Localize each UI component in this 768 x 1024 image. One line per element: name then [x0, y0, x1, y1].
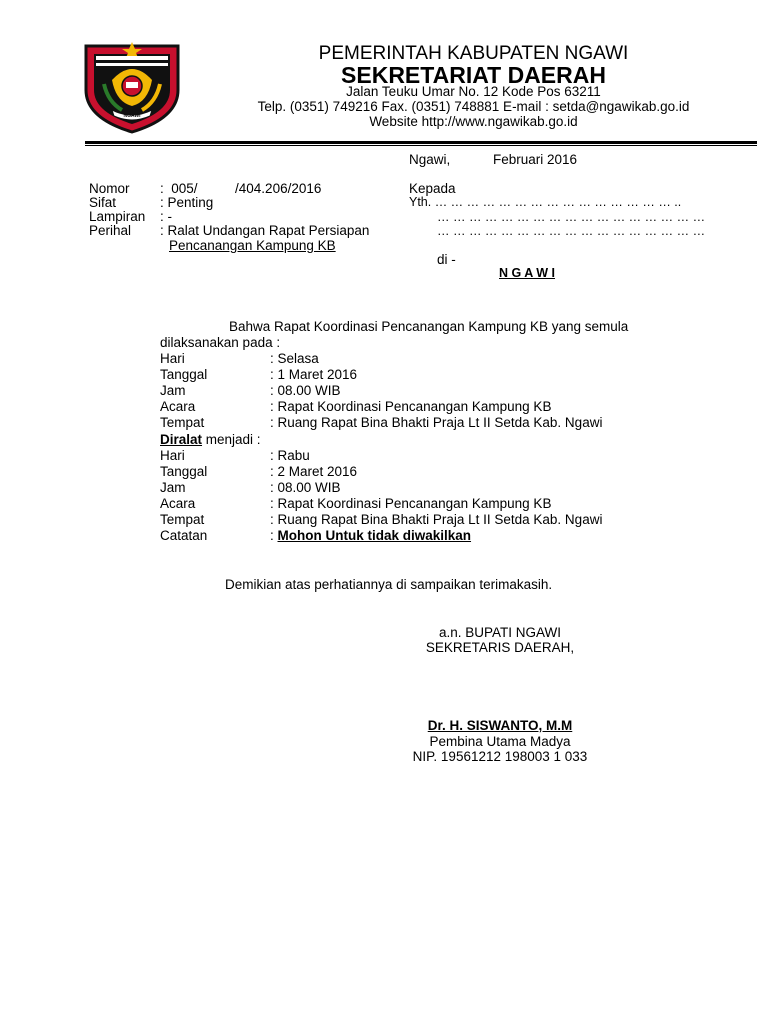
recipient-di: di -	[437, 252, 456, 267]
lampiran-label: Lampiran	[89, 209, 146, 224]
lampiran-value: : -	[160, 209, 172, 224]
schedule-before-row-label: Acara	[160, 399, 196, 414]
letterhead-contact: Telp. (0351) 749216 Fax. (0351) 748881 E-mail : setda@ngawikab.go.id	[257, 99, 690, 114]
letterhead-website: Website http://www.ngawikab.go.id	[369, 114, 578, 129]
schedule-before-row-label: Tanggal	[160, 367, 208, 382]
recipient-dots-line2: … … … … … … … … … … … … … … … … …	[437, 210, 706, 224]
schedule-after-row-value: : Ruang Rapat Bina Bhakti Praja Lt II Setda Kab. Ngawi	[270, 512, 603, 527]
signature-rank: Pembina Utama Madya	[429, 734, 571, 749]
letterhead-address: Jalan Teuku Umar No. 12 Kode Pos 63211	[346, 84, 601, 99]
schedule-after-row-label: Hari	[160, 448, 185, 463]
body-intro-line2: dilaksanakan pada :	[160, 335, 281, 350]
signature-title: SEKRETARIS DAERAH,	[425, 640, 575, 655]
catatan-colon: :	[270, 528, 278, 543]
signature-name: Dr. H. SISWANTO, M.M	[427, 718, 573, 733]
schedule-after-row-label: Acara	[160, 496, 196, 511]
schedule-after-row-value: : 2 Maret 2016	[270, 464, 358, 479]
recipient-yth: Yth. … … … … … … … … … … … … … … … ..	[409, 195, 682, 209]
schedule-after-row-label: Tanggal	[160, 464, 208, 479]
sifat-value: : Penting	[160, 195, 214, 210]
diralat-line	[160, 432, 261, 447]
schedule-after-row-value: : Rapat Koordinasi Pencanangan Kampung KB	[270, 496, 552, 511]
diralat-word: Diralat	[160, 432, 203, 447]
schedule-before-row-value: : 08.00 WIB	[270, 383, 341, 398]
menjadi-text: menjadi :	[202, 432, 261, 447]
catatan-value: Mohon Untuk tidak diwakilkan	[277, 528, 472, 543]
letterhead-rule-thick	[85, 141, 757, 144]
letterhead-government: PEMERINTAH KABUPATEN NGAWI	[318, 43, 629, 64]
perihal-value-line1: : Ralat Undangan Rapat Persiapan	[160, 223, 370, 238]
schedule-before-row-label: Jam	[160, 383, 186, 398]
nomor-label: Nomor	[89, 181, 130, 196]
schedule-before-row-value: : 1 Maret 2016	[270, 367, 358, 382]
schedule-before-row-label: Hari	[160, 351, 185, 366]
recipient-kepada: Kepada	[409, 181, 456, 196]
letterhead-office: SEKRETARIAT DAERAH	[341, 62, 606, 88]
sifat-label: Sifat	[89, 195, 117, 210]
ngawi-regency-emblem	[82, 40, 182, 135]
nomor-value: : 005/ /404.206/2016	[160, 181, 322, 196]
schedule-before-row-value: : Ruang Rapat Bina Bhakti Praja Lt II Setda Kab. Ngawi	[270, 415, 603, 430]
signature-nip: NIP. 19561212 198003 1 033	[412, 749, 588, 764]
body-intro-line1: Bahwa Rapat Koordinasi Pencanangan Kampung KB yang semula	[229, 319, 629, 334]
perihal-label: Perihal	[89, 223, 132, 238]
date-month-year: Februari 2016	[493, 152, 578, 167]
recipient-dots-line3: … … … … … … … … … … … … … … … … …	[437, 224, 706, 238]
signature-an: a.n. BUPATI NGAWI	[438, 625, 562, 640]
date-place: Ngawi,	[409, 152, 451, 167]
schedule-before-row-value: : Rapat Koordinasi Pencanangan Kampung KB	[270, 399, 552, 414]
schedule-before-row-label: Tempat	[160, 415, 205, 430]
schedule-after-row-value: : Rabu	[270, 448, 310, 463]
recipient-city: N G A W I	[499, 266, 556, 280]
letterhead-rule-thin	[85, 145, 757, 146]
schedule-after-row-label: Tempat	[160, 512, 205, 527]
catatan-label: Catatan	[160, 528, 208, 543]
svg-text:NGAWI: NGAWI	[123, 113, 141, 119]
closing-sentence: Demikian atas perhatiannya di sampaikan terimakasih.	[225, 577, 553, 592]
schedule-before-row-value: : Selasa	[270, 351, 319, 366]
schedule-after-row-value: : 08.00 WIB	[270, 480, 341, 495]
perihal-value-line2: Pencanangan Kampung KB	[169, 238, 336, 253]
schedule-after-row-label: Jam	[160, 480, 186, 495]
catatan-line	[270, 528, 471, 543]
